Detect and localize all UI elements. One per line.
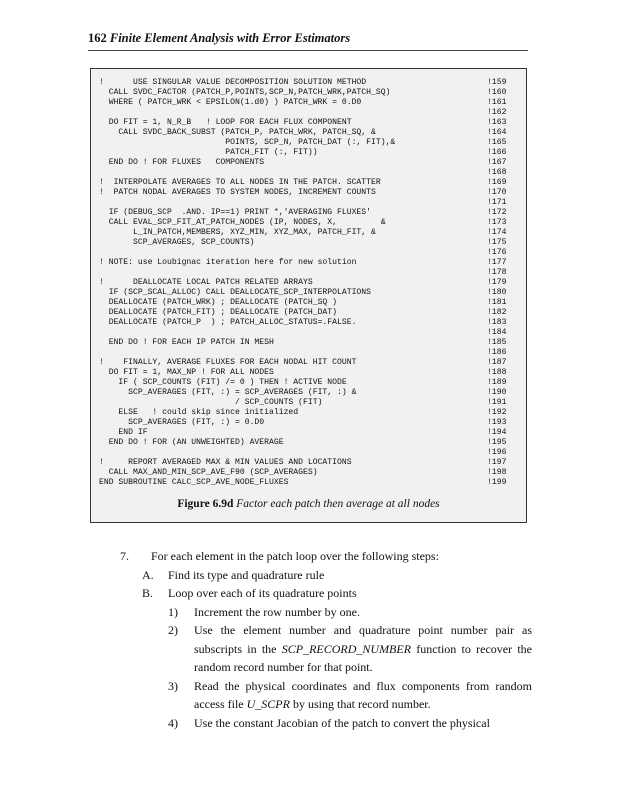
code-line (99, 378, 519, 388)
line-number: !163 (487, 118, 507, 127)
line-number: !199 (487, 478, 507, 487)
code-line (99, 78, 519, 88)
code-text (99, 168, 487, 178)
code-line (99, 258, 519, 268)
line-number: !187 (487, 358, 507, 367)
item-text: Increment the row number by one. (194, 604, 360, 619)
line-number: !197 (487, 458, 507, 467)
code-text: CALL MAX_AND_MIN_SCP_AVE_F90 (SCP_AVERAGES) (99, 468, 318, 477)
code-text: END DO ! FOR FLUXES COMPONENTS (99, 158, 265, 167)
file-name: U_SCPR (246, 697, 290, 711)
item-number: 4) (168, 715, 178, 730)
line-number: !167 (487, 158, 507, 167)
item-2 (88, 621, 532, 677)
code-text: ! REPORT AVERAGED MAX & MIN VALUES AND LOCATIONS (99, 458, 352, 467)
line-number: !184 (487, 328, 507, 337)
code-line (99, 478, 519, 488)
code-line (99, 148, 519, 158)
code-line (99, 278, 519, 288)
running-header (88, 31, 350, 46)
code-text: CALL EVAL_SCP_FIT_AT_PATCH_NODES (IP, NODES, X, & (99, 218, 386, 227)
code-line (99, 458, 519, 468)
code-text: ELSE ! could skip since initialized (99, 408, 299, 417)
code-line (99, 318, 519, 328)
book-title: Finite Element Analysis with Error Estimators (109, 31, 351, 45)
code-line (99, 468, 519, 478)
line-number: !186 (487, 348, 507, 357)
code-text: END IF (99, 428, 148, 437)
code-line (99, 398, 519, 408)
substep-letter: B. (142, 586, 154, 600)
line-number: !194 (487, 428, 507, 437)
line-number: !170 (487, 188, 507, 197)
code-text: L_IN_PATCH,MEMBERS, XYZ_MIN, XYZ_MAX, PATCH_FIT, & (99, 228, 376, 237)
code-text: SCP_AVERAGES (FIT, :) = SCP_AVERAGES (FIT, :) & (99, 388, 357, 397)
line-number: !179 (487, 278, 507, 287)
figure-description: Factor each patch then average at all nodes (236, 498, 440, 510)
line-number: !195 (487, 438, 507, 447)
line-number: !164 (487, 128, 507, 137)
line-number: !172 (487, 208, 507, 217)
line-number: !176 (487, 248, 507, 257)
code-text: ! DEALLOCATE LOCAL PATCH RELATED ARRAYS (99, 278, 313, 287)
code-line (99, 238, 519, 248)
code-line (99, 138, 519, 148)
line-number: !189 (487, 378, 507, 387)
code-line (99, 338, 519, 348)
code-text: END DO ! FOR (AN UNWEIGHTED) AVERAGE (99, 438, 284, 447)
item-1 (88, 603, 532, 622)
code-text: END SUBROUTINE CALC_SCP_AVE_NODE_FLUXES (99, 478, 289, 487)
substep-a (88, 566, 532, 585)
step-text: For each element in the patch loop over the following steps: (151, 549, 439, 563)
code-line (99, 98, 519, 108)
substep-b (88, 584, 532, 603)
code-text (99, 248, 487, 258)
code-listing (99, 78, 519, 488)
substep-text: Find its type and quadrature rule (168, 567, 325, 582)
code-line (99, 228, 519, 238)
code-line (99, 348, 519, 358)
code-line (99, 328, 519, 338)
line-number: !162 (487, 108, 507, 117)
line-number: !168 (487, 168, 507, 177)
code-text: SCP_AVERAGES, SCP_COUNTS) (99, 238, 255, 247)
item-number: 3) (168, 678, 178, 693)
code-line (99, 418, 519, 428)
item-number: 1) (168, 604, 178, 619)
code-text (99, 348, 487, 358)
code-line (99, 208, 519, 218)
line-number: !159 (487, 78, 507, 87)
code-text (99, 108, 487, 118)
code-text: CALL SVDC_BACK_SUBST (PATCH_P, PATCH_WRK, PATCH_SQ, & (99, 128, 376, 137)
code-text: IF (SCP_SCAL_ALLOC) CALL DEALLOCATE_SCP_INTERPOLATIONS (99, 288, 371, 297)
line-number: !192 (487, 408, 507, 417)
line-number: !182 (487, 308, 507, 317)
code-text: DO FIT = 1, N_R_B ! LOOP FOR EACH FLUX COMPONENT (99, 118, 352, 127)
code-text: IF ( SCP_COUNTS (FIT) /= 0 ) THEN ! ACTIVE NODE (99, 378, 347, 387)
code-text: ! USE SINGULAR VALUE DECOMPOSITION SOLUTION METHOD (99, 78, 367, 87)
code-line (99, 358, 519, 368)
line-number: !180 (487, 288, 507, 297)
code-text: DEALLOCATE (PATCH_FIT) ; DEALLOCATE (PATCH_DAT) (99, 308, 337, 317)
code-text (99, 448, 487, 458)
code-text: / SCP_COUNTS (FIT) (99, 398, 323, 407)
code-line (99, 158, 519, 168)
code-line (99, 428, 519, 438)
line-number: !185 (487, 338, 507, 347)
code-text (99, 328, 487, 338)
code-line (99, 118, 519, 128)
code-text: CALL SVDC_FACTOR (PATCH_P,POINTS,SCP_N,PATCH_WRK,PATCH_SQ) (99, 88, 391, 97)
code-line (99, 198, 519, 208)
line-number: !174 (487, 228, 507, 237)
line-number: !175 (487, 238, 507, 247)
line-number: !161 (487, 98, 507, 107)
function-name: SCP_RECORD_NUMBER (281, 641, 412, 656)
line-number: !181 (487, 298, 507, 307)
code-text: ! NOTE: use Loubignac iteration here for new solution (99, 258, 357, 267)
procedure-steps (88, 547, 532, 732)
step-7 (88, 547, 532, 566)
line-number: !169 (487, 178, 507, 187)
code-text: ! PATCH NODAL AVERAGES TO SYSTEM NODES, INCREMENT COUNTS (99, 188, 376, 197)
code-line (99, 438, 519, 448)
code-line (99, 128, 519, 138)
line-number: !178 (487, 268, 507, 277)
line-number: !191 (487, 398, 507, 407)
code-line (99, 248, 519, 258)
code-listing-box (90, 68, 527, 523)
code-line (99, 298, 519, 308)
code-line (99, 178, 519, 188)
code-text: IF (DEBUG_SCP .AND. IP==1) PRINT *,'AVERAGING FLUXES' (99, 208, 371, 217)
code-line (99, 188, 519, 198)
line-number: !165 (487, 138, 507, 147)
code-text (99, 198, 487, 208)
code-line (99, 108, 519, 118)
code-text: END DO ! FOR EACH IP PATCH IN MESH (99, 338, 274, 347)
code-line (99, 388, 519, 398)
code-text: PATCH_FIT (:, FIT)) (99, 148, 318, 157)
page-number: 162 (88, 31, 107, 45)
code-text: ! FINALLY, AVERAGE FLUXES FOR EACH NODAL HIT COUNT (99, 358, 357, 367)
line-number: !198 (487, 468, 507, 477)
line-number: !188 (487, 368, 507, 377)
step-number: 7. (120, 549, 129, 563)
figure-label: Figure 6.9d (177, 498, 234, 510)
item-text: Use the element number and quadrature point number pair as subscripts in the SCP_RECORD_NUMBER function to recover the random record number for that point. (194, 623, 532, 674)
code-line (99, 268, 519, 278)
line-number: !160 (487, 88, 507, 97)
code-line (99, 218, 519, 228)
item-3 (88, 677, 532, 714)
line-number: !171 (487, 198, 507, 207)
code-text (99, 268, 487, 278)
code-text: POINTS, SCP_N, PATCH_DAT (:, FIT),& (99, 138, 396, 147)
line-number: !166 (487, 148, 507, 157)
item-text: Use the constant Jacobian of the patch to convert the physical (194, 715, 490, 730)
line-number: !177 (487, 258, 507, 267)
code-line (99, 168, 519, 178)
substep-letter: A. (142, 567, 154, 582)
code-line (99, 308, 519, 318)
item-text: Read the physical coordinates and flux components from random access file U_SCPR by using that record number. (194, 678, 532, 711)
code-text: WHERE ( PATCH_WRK < EPSILON(1.d0) ) PATCH_WRK = 0.D0 (99, 98, 362, 107)
item-number: 2) (168, 623, 178, 637)
line-number: !183 (487, 318, 507, 327)
code-line (99, 368, 519, 378)
code-text: SCP_AVERAGES (FIT, :) = 0.D0 (99, 418, 265, 427)
code-line (99, 408, 519, 418)
code-line (99, 288, 519, 298)
line-number: !193 (487, 418, 507, 427)
code-line (99, 88, 519, 98)
figure-caption (90, 498, 527, 510)
substep-text: Loop over each of its quadrature points (168, 586, 357, 600)
line-number: !196 (487, 448, 507, 457)
item-4 (88, 714, 532, 733)
code-line (99, 448, 519, 458)
code-text: DEALLOCATE (PATCH_WRK) ; DEALLOCATE (PATCH_SQ ) (99, 298, 337, 307)
code-text: DO FIT = 1, MAX_NP ! FOR ALL NODES (99, 368, 274, 377)
header-rule (88, 50, 528, 51)
code-text: ! INTERPOLATE AVERAGES TO ALL NODES IN THE PATCH. SCATTER (99, 178, 381, 187)
line-number: !173 (487, 218, 507, 227)
code-text: DEALLOCATE (PATCH_P ) ; PATCH_ALLOC_STATUS=.FALSE. (99, 318, 357, 327)
line-number: !190 (487, 388, 507, 397)
